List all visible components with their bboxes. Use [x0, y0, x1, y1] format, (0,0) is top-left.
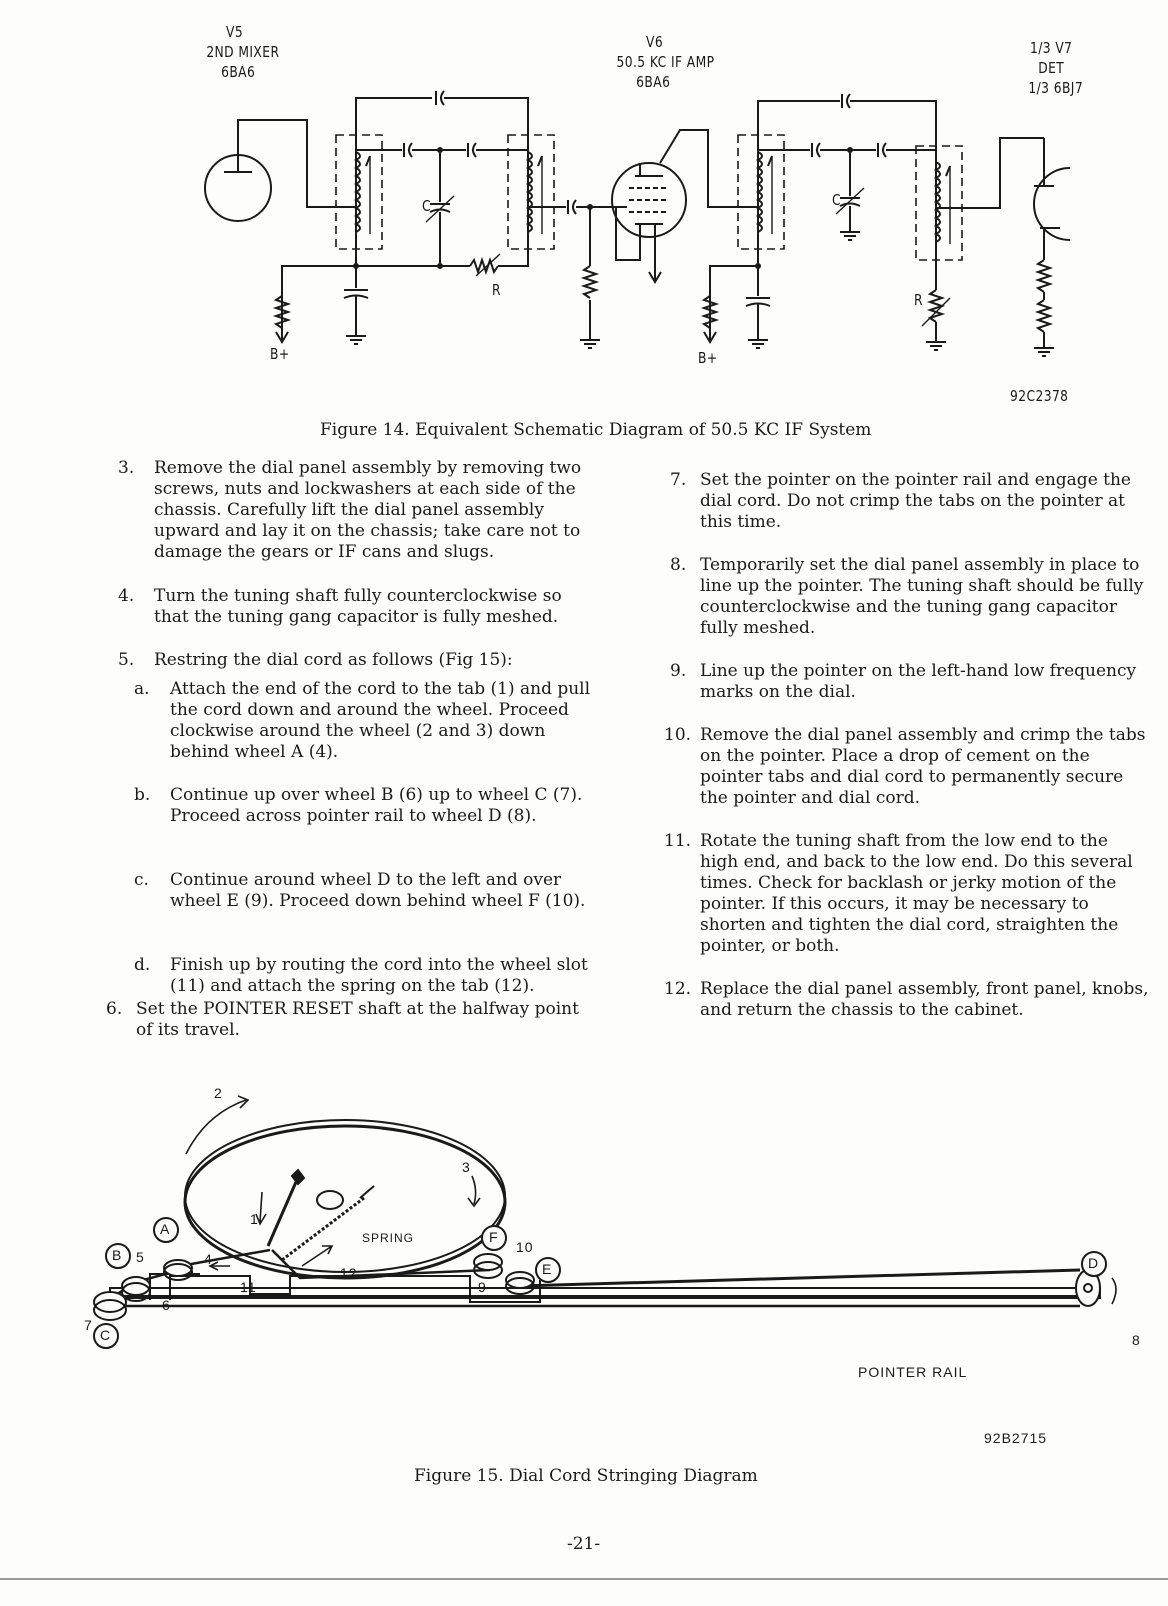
- cord-step-10: 10: [516, 1239, 534, 1255]
- cord-step-1: 1: [250, 1211, 259, 1227]
- substep-a: a. Attach the end of the cord to the tab (1) and pull the cord down and around the wheel. Proceed clockwise around the wheel (2 and 3) down behind wheel A (4).: [134, 679, 591, 762]
- cord-step-7: 7: [84, 1317, 93, 1333]
- cord-step-9: 9: [478, 1279, 487, 1295]
- capacitor-label-c2: C: [832, 191, 842, 209]
- dial-cord-diagram: [0, 1080, 1168, 1410]
- figure-14-caption: Figure 14. Equivalent Schematic Diagram of 50.5 KC IF System: [320, 420, 872, 440]
- figure-15-caption: Figure 15. Dial Cord Stringing Diagram: [414, 1466, 758, 1486]
- step-7: 7. Set the pointer on the pointer rail and engage the dial cord. Do not crimp the tabs on the pointer at this time.: [670, 470, 1131, 532]
- step-12: 12. Replace the dial panel assembly, front panel, knobs, and return the chassis to the cabinet.: [664, 979, 1149, 1020]
- cord-step-11: 11: [240, 1279, 257, 1295]
- dial-drum: [185, 1120, 505, 1272]
- pointer-rail-label: POINTER RAIL: [858, 1364, 968, 1380]
- v5-label: V5 2ND MIXER 6BA6: [206, 23, 280, 81]
- v6-label: V6 50.5 KC IF AMP 6BA6: [616, 33, 715, 91]
- capacitor-label-c1: C: [422, 197, 432, 215]
- step-11: 11. Rotate the tuning shaft from the low end to the high end, and back to the low end. Do this several times. Check for backlash or jerky motion of the pointer. If this occurs, it may be necessary to shorten and tighten the dial cord, straighten the pointer, or both.: [664, 831, 1133, 956]
- bplus-label-left: B+: [270, 345, 290, 363]
- substep-b: b. Continue up over wheel B (6) up to wheel C (7). Proceed across pointer rail to wheel D (8).: [134, 785, 583, 826]
- cord-step-4: 4: [204, 1251, 213, 1267]
- v7-diode-symbol: [1034, 168, 1070, 240]
- step-10: 10. Remove the dial panel assembly and crimp the tabs on the pointer. Place a drop of cement on the pointer tabs and dial cord to permanently secure the pointer and dial cord.: [664, 725, 1146, 808]
- wheel-e-label: E: [542, 1261, 553, 1277]
- step-5: 5. Restring the dial cord as follows (Fig 15):: [118, 650, 513, 670]
- bplus-label-right: B+: [698, 349, 718, 367]
- if-schematic-diagram: [0, 0, 1168, 420]
- wheel-f-label: F: [489, 1229, 499, 1245]
- page-number: -21-: [567, 1534, 601, 1554]
- wheel-d-label: D: [1088, 1255, 1100, 1271]
- wheel-c-label: C: [100, 1327, 112, 1343]
- step-3: 3. Remove the dial panel assembly by removing two screws, nuts and lockwashers at each side of the chassis. Carefully lift the dial panel assembly upward and lay it on the chassis; take care not to damage the gears or IF cans and slugs.: [118, 458, 582, 562]
- resistor-label-r1: R: [492, 281, 501, 299]
- spring-label: SPRING: [362, 1231, 415, 1245]
- dial-drawing-number: 92B2715: [984, 1430, 1048, 1446]
- cord-step-8: 8: [1132, 1332, 1141, 1348]
- substep-c: c. Continue around wheel D to the left and over wheel E (9). Proceed down behind wheel F (10).: [134, 870, 586, 911]
- instructions-right-column: [664, 470, 1150, 1043]
- step-8: 8. Temporarily set the dial panel assembly in place to line up the pointer. The tuning shaft should be fully counterclockwise and the tuning gang capacitor fully meshed.: [670, 555, 1144, 638]
- instructions-left-column: [106, 458, 598, 1063]
- resistor-label-r2: R: [914, 291, 923, 309]
- cord-step-2: 2: [214, 1085, 223, 1101]
- wheel-a-label: A: [160, 1221, 171, 1237]
- wheel-b-label: B: [112, 1247, 123, 1263]
- cord-step-12: 12: [340, 1265, 358, 1281]
- cord-step-3: 3: [462, 1159, 471, 1175]
- v7-label: 1/3 V7 DET 1/3 6BJ7: [1028, 39, 1084, 97]
- schematic-drawing-number: 92C2378: [1010, 387, 1069, 405]
- substep-d: d. Finish up by routing the cord into the wheel slot (11) and attach the spring on the tab (12).: [134, 955, 588, 996]
- page-bottom-rule: [0, 1578, 1168, 1580]
- step-9: 9. Line up the pointer on the left-hand low frequency marks on the dial.: [670, 661, 1137, 702]
- step-4: 4. Turn the tuning shaft fully counterclockwise so that the tuning gang capacitor is fully meshed.: [118, 586, 562, 627]
- step-6: 6. Set the POINTER RESET shaft at the halfway point of its travel.: [106, 999, 579, 1040]
- cord-step-5: 5: [136, 1249, 145, 1265]
- cord-step-6: 6: [162, 1297, 171, 1313]
